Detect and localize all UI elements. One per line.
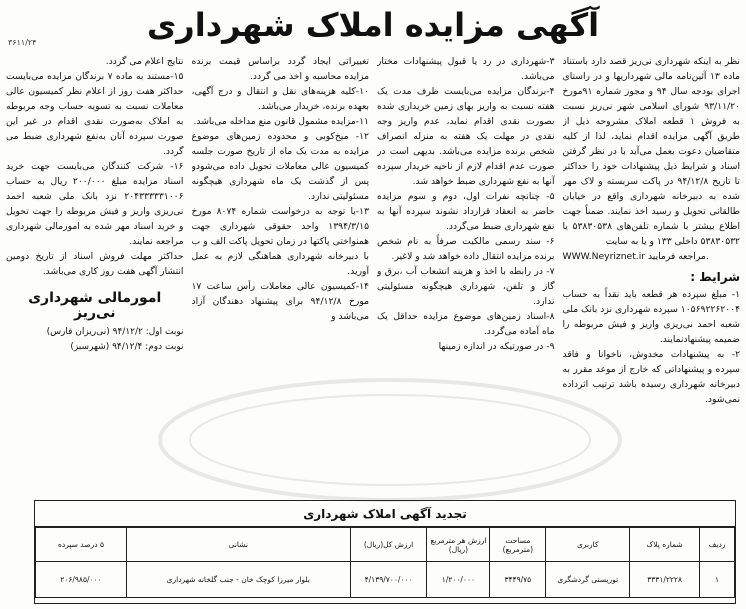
cell-price-per-meter: ۱/۲۰۰/۰۰۰: [427, 562, 490, 598]
first-publication-date: نوبت اول: ۹۴/۱۲/۲ (نی‌ریزان فارس): [46, 327, 184, 337]
condition-item: ۱۲- میخ‌کوبی و محدوده زمین‌های موضوع مزایده به مدت یک ماه از تاریخ صورت جلسه کمیسیون عالی معاملات تحویل داده می‌شودو پس از گذشت یک ماه شهرداری هیچگونه مسئولیتی ندارد.: [191, 131, 369, 202]
condition-item: ۸-اسناد زمین‌های موضوع مزایده حداقل یک ماه آماده می‌گردد.: [377, 311, 555, 337]
header-total-value: ارزش کل(ریال): [350, 528, 427, 562]
cell-usage: توریستی گردشگری: [546, 562, 630, 598]
table-row: [36, 562, 735, 598]
cell-plot-number: ۳۳۳۱/۲۲۲۸: [630, 562, 700, 598]
text-columns: [6, 54, 740, 486]
cell-address: بلوار میرزا کوچک خان - جنب گلخانه شهرداری: [126, 562, 350, 598]
conditions-heading: شرایط :: [690, 270, 740, 284]
table-title: تجدید آگهی املاک شهرداری: [35, 501, 735, 527]
condition-item: ۱۳-با توجه به درخواست شماره ۸۰۷۴ مورخ ۱۳۹۴/۳/۱۵ واحد حقوقی شهرداری جهت همنواختی پاکتها در زمان تحویل پاکت الف و ب با دبیرخانه شهرداری هماهنگی لازم به عمل آورید.: [191, 206, 369, 277]
condition-item: ۱۵-مستند به ماده ۷ برندگان مزایده می‌بایست حداکثر هفت روز از اعلام نظر کمیسیون عالی معاملات نسبت به تسویه حساب وجه مربوطه به املاک به‌صورت نقدی اقدام در غیر این صورت سپرده آنان به‌نفع شهرداری ضبط می گردد.: [6, 71, 184, 157]
header-address: نشانی: [126, 528, 350, 562]
header-usage: کاربری: [546, 528, 630, 562]
header-price-per-meter: ارزش هر مترمربع (ریال): [427, 528, 490, 562]
cell-area: ۳۴۴۹/۷۵: [490, 562, 546, 598]
property-grid: [35, 527, 735, 598]
cell-deposit: ۲۰۶/۹۸۵/۰۰۰: [36, 562, 127, 598]
condition-item: تغییراتی ایجاد گردد براساس قیمت برنده مزایده محاسبه و اخذ می گردد.: [191, 56, 369, 82]
condition-item: ۱۱-مزایده مشمول قانون منع مداخله می‌باشد.: [193, 116, 369, 127]
table-header-row: [36, 528, 735, 562]
column-3: [192, 54, 370, 486]
condition-item: نتایج اعلام می گردد.: [105, 56, 184, 67]
date-code: ۳۶۱۱/۲۴: [8, 38, 37, 47]
condition-item: حداکثر مهلت فروش اسناد از تاریخ دومین انتشار آگهی هفت روز کاری می‌باشد.: [6, 251, 184, 277]
header-deposit: ۵ درصد سپرده: [36, 528, 127, 562]
condition-item: ۳-شهرداری در رد یا قبول پیشنهادات مختار می‌باشد.: [377, 56, 555, 82]
condition-item: ۱۶- شرکت کنندگان می‌بایست جهت خرید اسناد مزایده مبلغ ۲۰۰/۰۰۰ ریال به حساب ۲۰۴۳۳۳۳۳۱۰۰۶ نزد بانک ملی شعبه احمد نی‌ریزی واریز و فیش مربوطه را جهت تحویل و خرید اسناد مهر شده به امورمالی شهرداری مراجعه نمایند.: [6, 161, 184, 247]
condition-item: ۱۴-کمیسیون عالی معاملات رأس ساعت ۱۷ مورخ ۹۴/۱۲/۸ برای پیشنهاد دهندگان آزاد می‌باشد و: [191, 281, 369, 322]
condition-item: ۱۰-کلیه هزینه‌های نقل و انتقال و درج آگهی، بعهده برنده، خریدار می‌باشد.: [191, 86, 369, 112]
condition-item: ۵- چنانچه نفرات اول، دوم و سوم مزایده حاضر به انعقاد قرارداد نشوند سپرده آنها به نفع شهرداری ضبط می‌گردد.: [377, 191, 555, 232]
column-4: [6, 54, 184, 486]
condition-item: ۲- به پیشنهادات مخدوش، ناخوانا و فاقد سپرده و پیشنهاداتی که خارج از موعد مقرر به دبیرخانه شهرداری رسیده باشد ترتیب اثرداده نمی‌شود.: [562, 349, 740, 405]
condition-item: ۱- مبلغ سپرده هر قطعه باید نقداً به حساب ۱۰۵۶۹۲۲۶۲۰۰۴ سپرده شهرداری نزد بانک ملی شعبه احمد نی‌ریزی واریز و فیش مربوطه را ضمیمه پیشنهادنمایند.: [562, 289, 740, 345]
second-publication-date: نوبت دوم: ۹۴/۱۲/۴ (شهرسبز): [70, 342, 184, 352]
cell-total-value: ۴/۱۳۹/۷۰۰/۰۰۰: [350, 562, 427, 598]
column-1: [563, 54, 741, 486]
publication-dates: [6, 325, 184, 355]
property-table: [34, 500, 736, 604]
condition-item: ۷- در رابطه با اخذ و هزینه انشعاب آب ،برق و گاز و تلفن، شهرداری هیچگونه مسئولیتی ندارد.: [377, 266, 555, 307]
signature: امورمالی شهرداری نی‌ریز: [28, 290, 162, 321]
header-area: مساحت (مترمربع): [490, 528, 546, 562]
condition-item: ۴-برندگان مزایده می‌بایست ظرف مدت یک هفته نسبت به واریز بهای زمین خریداری شده بصورت نقدی اقدام نماید، عدم واریز وجه نقدی در مهلت یک هفته به منزله انصراف شخص برنده مزایده می‌باشد. بدیهی است در صورت عدم اقدام لازم از ناحیه خریدار سپرده آنها به نفع شهرداری ضبط خواهد شد.: [377, 86, 555, 187]
column-2: [377, 54, 555, 486]
header-plot-number: شماره پلاک: [630, 528, 700, 562]
condition-item: ۶- سند رسمی مالکیت صرفاً به نام شخص برنده مزایده انتقال داده خواهد شد و لاغیر.: [377, 236, 555, 262]
ad-title: آگهی مزایده املاک شهرداری: [146, 6, 600, 44]
condition-item: ۹- در صورتیکه در اندازه زمینها: [438, 341, 555, 352]
website-line: WWW.Neyriznet.ir مراجعه فرمایید.: [562, 251, 709, 262]
intro-paragraph: نظر به اینکه شهرداری نی‌ریز قصد دارد باستناد ماده ۱۳ آئین‌نامه مالی شهرداریها و در راستای اجرای بودجه سال ۹۴ و مجوز شماره ۹۱مورخ ۹۳/۱۱/۲۰ شورای اسلامی شهر نی‌ریز نسبت به فروش ۱ قطعه املاک مشروحه ذیل از طریق آگهی مزایده اقدام نماید، لذا از کلیه متقاضیان دعوت بعمل می‌آید با در نظر گرفتن اسناد و شرایط ذیل پیشنهادات خود را حداکثر تا تاریخ ۹۴/۱۲/۸ در پاکت سربسته و لاک مهر شده به دبیرخانه شهرداری واقع در خیابان طالقانی تحویل و رسید اخذ نمایند. ضمناً جهت اطلاع بیشتر با شماره تلفن‌های ۵۳۸۳۰۵۳۸ یا ۵۳۸۳۰۵۳۲ داخلی ۱۳۳ و یا به سایت: [562, 56, 740, 247]
header-row-number: ردیف: [700, 528, 735, 562]
cell-row-number: ۱: [700, 562, 735, 598]
